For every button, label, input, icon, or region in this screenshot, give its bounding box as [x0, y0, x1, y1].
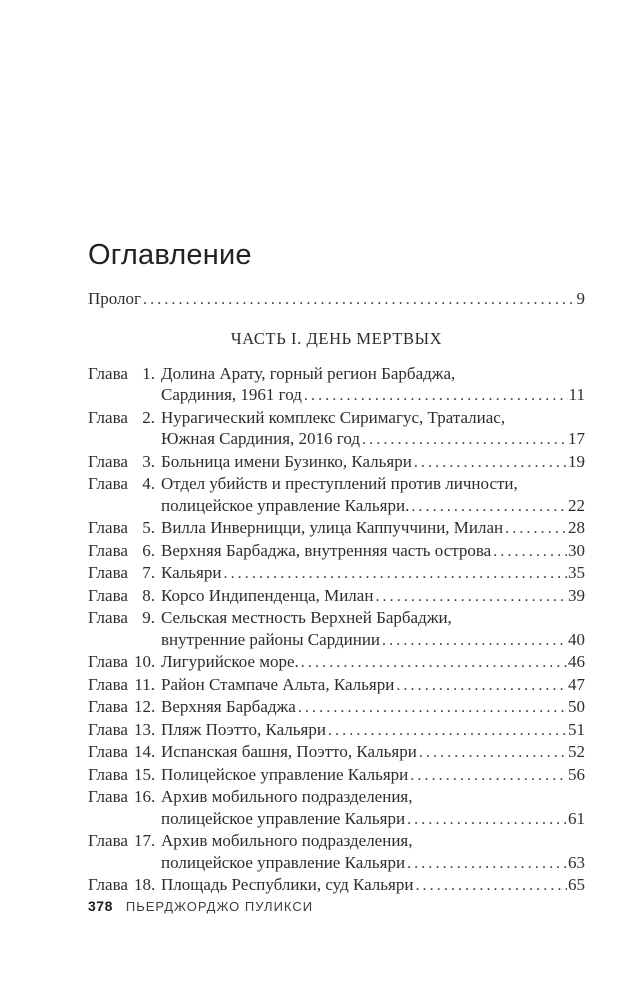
- chapter-page-number: 61: [568, 808, 585, 828]
- chapter-title: [158, 540, 585, 563]
- chapter-title-line: [161, 674, 585, 697]
- toc-entry: [88, 764, 585, 787]
- chapter-page-number: 35: [568, 563, 585, 582]
- chapter-title-text: полицейское управление Кальяри: [161, 852, 406, 872]
- chapter-page-number: 56: [568, 764, 585, 784]
- chapter-title: [158, 651, 585, 674]
- chapter-dot-leader: [419, 741, 567, 764]
- chapter-title-line: Архив мобильного подразделения,: [161, 787, 413, 806]
- chapter-title: [158, 517, 585, 540]
- chapter-number: 11.: [134, 674, 155, 694]
- chapter-dot-leader: [410, 764, 567, 787]
- chapter-title-text: Корсо Индипенденца, Милан: [161, 585, 374, 605]
- chapter-title-text: Лигурийское море.: [161, 652, 299, 671]
- chapter-word: Глава: [88, 363, 128, 383]
- chapter-number: 5.: [142, 518, 155, 537]
- page-footer: [88, 898, 313, 914]
- chapter-dot-leader: [493, 540, 567, 563]
- chapter-title-text: полицейское управление Кальяри.: [161, 495, 410, 515]
- chapter-title: [158, 741, 585, 764]
- toc-content: [88, 0, 585, 897]
- chapter-title-line: [161, 629, 585, 652]
- chapter-title-line: [161, 741, 585, 764]
- chapter-number: 6.: [142, 540, 155, 560]
- chapter-title-line: [161, 384, 585, 407]
- chapter-title-text: Район Стампаче Альта, Кальяри: [161, 674, 395, 694]
- chapter-title-line: [161, 540, 585, 563]
- chapter-title: [158, 674, 585, 697]
- chapter-title-line: [161, 517, 585, 540]
- chapter-title-line: [161, 651, 585, 674]
- chapter-word: Глава: [88, 674, 128, 694]
- toc-entry: [88, 540, 585, 563]
- chapter-title: [158, 473, 585, 517]
- chapter-title-text: Пляж Поэтто, Кальяри: [161, 719, 326, 739]
- chapter-title-line: Сельская местность Верхней Барбаджи,: [161, 608, 452, 627]
- chapter-word: Глава: [88, 540, 128, 560]
- chapter-page-number: 47: [568, 674, 585, 694]
- prologue-row: [88, 288, 585, 311]
- chapter-title-text: Южная Сардиния, 2016 год: [161, 429, 361, 448]
- chapter-title-line: [161, 562, 585, 585]
- chapter-title: [158, 585, 585, 608]
- chapter-word: Глава: [88, 608, 128, 627]
- chapter-title-line: [161, 852, 585, 875]
- toc-entry: [88, 473, 585, 517]
- chapter-word: Глава: [88, 764, 128, 784]
- chapter-title: [158, 607, 585, 651]
- chapter-dot-leader: [414, 451, 567, 474]
- chapter-number: 12.: [134, 697, 156, 716]
- toc-entry: [88, 517, 585, 540]
- chapter-title-text: Кальяри: [161, 563, 222, 582]
- chapter-title-line: [161, 696, 585, 719]
- chapter-dot-leader: [407, 808, 567, 831]
- chapter-dot-leader: [362, 428, 567, 451]
- chapter-title-text: Площадь Республики, суд Кальяри: [161, 875, 414, 894]
- chapter-page-number: 11: [568, 385, 585, 404]
- chapter-page-number: 22: [568, 495, 585, 515]
- chapter-word: Глава: [88, 474, 128, 493]
- chapter-title-text: Сардиния, 1961 год: [161, 385, 302, 404]
- chapter-number: 14.: [134, 742, 156, 761]
- chapter-title-text: Больница имени Бузинко, Кальяри: [161, 451, 412, 471]
- toc-entry: [88, 451, 585, 474]
- toc-entry: [88, 674, 585, 697]
- prologue-label: Пролог: [88, 289, 142, 308]
- chapter-number: 1.: [142, 363, 155, 383]
- chapter-word: Глава: [88, 585, 128, 605]
- chapter-title: [158, 363, 585, 407]
- chapter-word: Глава: [88, 518, 128, 537]
- chapter-word: Глава: [88, 719, 128, 739]
- chapter-dot-leader: [223, 562, 567, 585]
- chapter-word: Глава: [88, 563, 128, 582]
- chapter-title-line: Нурагический комплекс Сиримагус, Траталиас,: [161, 407, 506, 427]
- toc-chapter-list: [88, 363, 585, 897]
- chapter-word: Глава: [88, 407, 128, 427]
- author-name: ПЬЕРДЖОРДЖО ПУЛИКСИ: [125, 899, 314, 914]
- chapter-dot-leader: [298, 696, 567, 719]
- chapter-number: 15.: [134, 764, 156, 784]
- chapter-word: Глава: [88, 451, 128, 471]
- toc-entry: [88, 874, 585, 897]
- chapter-number: 2.: [142, 407, 155, 427]
- chapter-number: 17.: [134, 831, 156, 850]
- toc-entry: [88, 407, 585, 451]
- chapter-title-text: Вилла Инверницци, улица Каппуччини, Милан: [161, 518, 504, 537]
- chapter-number: 7.: [142, 563, 155, 582]
- chapter-dot-leader: [375, 585, 567, 608]
- chapter-word: Глава: [88, 875, 128, 894]
- chapter-dot-leader: [407, 852, 567, 875]
- toc-entry: [88, 786, 585, 830]
- chapter-word: Глава: [88, 787, 128, 806]
- toc-entry: [88, 363, 585, 407]
- dot-leader: [143, 288, 575, 311]
- chapter-word: Глава: [88, 831, 128, 850]
- chapter-dot-leader: [415, 874, 567, 897]
- chapter-word: Глава: [88, 652, 128, 671]
- chapter-title-line: Архив мобильного подразделения,: [161, 831, 413, 850]
- chapter-page-number: 51: [568, 719, 585, 739]
- chapter-page-number: 28: [568, 518, 585, 537]
- chapter-title-line: [161, 808, 585, 831]
- chapter-title-line: [161, 451, 585, 474]
- chapter-title: [158, 786, 585, 830]
- chapter-title-line: [161, 719, 585, 742]
- chapter-dot-leader: [301, 651, 567, 674]
- chapter-title-text: Испанская башня, Поэтто, Кальяри: [161, 742, 417, 761]
- toc-entry: [88, 696, 585, 719]
- chapter-title: [158, 562, 585, 585]
- chapter-title-text: полицейское управление Кальяри: [161, 808, 406, 828]
- toc-entry: [88, 830, 585, 874]
- chapter-dot-leader: [382, 629, 567, 652]
- chapter-title: [158, 451, 585, 474]
- chapter-page-number: 50: [568, 697, 585, 716]
- chapter-title: [158, 407, 585, 451]
- chapter-page-number: 30: [568, 540, 585, 560]
- chapter-page-number: 39: [568, 585, 585, 605]
- prologue-page-number: 9: [576, 289, 585, 308]
- chapter-dot-leader: [396, 674, 567, 697]
- chapter-title-line: [161, 428, 585, 451]
- toc-entry: [88, 651, 585, 674]
- chapter-title: [158, 764, 585, 787]
- chapter-page-number: 52: [568, 742, 585, 761]
- toc-entry: [88, 562, 585, 585]
- part-heading: ЧАСТЬ I. ДЕНЬ МЕРТВЫХ: [230, 328, 443, 348]
- chapter-page-number: 46: [568, 652, 585, 671]
- chapter-title-line: [161, 764, 585, 787]
- toc-entry: [88, 585, 585, 608]
- chapter-title: [158, 830, 585, 874]
- chapter-title: [158, 874, 585, 897]
- toc-entry: [88, 741, 585, 764]
- chapter-page-number: 40: [568, 629, 585, 649]
- chapter-title: [158, 696, 585, 719]
- chapter-number: 4.: [142, 474, 155, 493]
- chapter-dot-leader: [304, 384, 568, 407]
- chapter-dot-leader: [328, 719, 567, 742]
- chapter-title-line: [161, 495, 585, 518]
- chapter-number: 8.: [142, 585, 155, 605]
- chapter-number: 3.: [142, 451, 155, 471]
- chapter-page-number: 65: [568, 875, 585, 894]
- chapter-title-line: [161, 874, 585, 897]
- chapter-title-text: Верхняя Барбаджа: [161, 697, 296, 716]
- chapter-title-line: Отдел убийств и преступлений против личности,: [161, 474, 518, 493]
- chapter-dot-leader: [505, 517, 567, 540]
- chapter-page-number: 63: [568, 852, 585, 872]
- toc-entry: [88, 719, 585, 742]
- chapter-number: 10.: [134, 652, 156, 671]
- chapter-word: Глава: [88, 742, 128, 761]
- chapter-page-number: 17: [568, 429, 585, 448]
- chapter-page-number: 19: [568, 451, 585, 471]
- chapter-title-line: Долина Арату, горный регион Барбаджа,: [161, 363, 456, 383]
- chapter-title-text: Полицейское управление Кальяри: [161, 764, 409, 784]
- chapter-title-text: внутренние районы Сардинии: [161, 629, 381, 649]
- chapter-number: 16.: [134, 787, 156, 806]
- chapter-word: Глава: [88, 697, 128, 716]
- folio-number: 378: [88, 898, 113, 914]
- toc-title: Оглавление: [88, 239, 252, 271]
- chapter-number: 13.: [134, 719, 156, 739]
- chapter-number: 18.: [134, 875, 156, 894]
- chapter-title: [158, 719, 585, 742]
- chapter-title-text: Верхняя Барбаджа, внутренняя часть острова: [161, 540, 492, 560]
- toc-entry: [88, 607, 585, 651]
- chapter-number: 9.: [142, 608, 155, 627]
- chapter-dot-leader: [411, 495, 567, 518]
- chapter-title-line: [161, 585, 585, 608]
